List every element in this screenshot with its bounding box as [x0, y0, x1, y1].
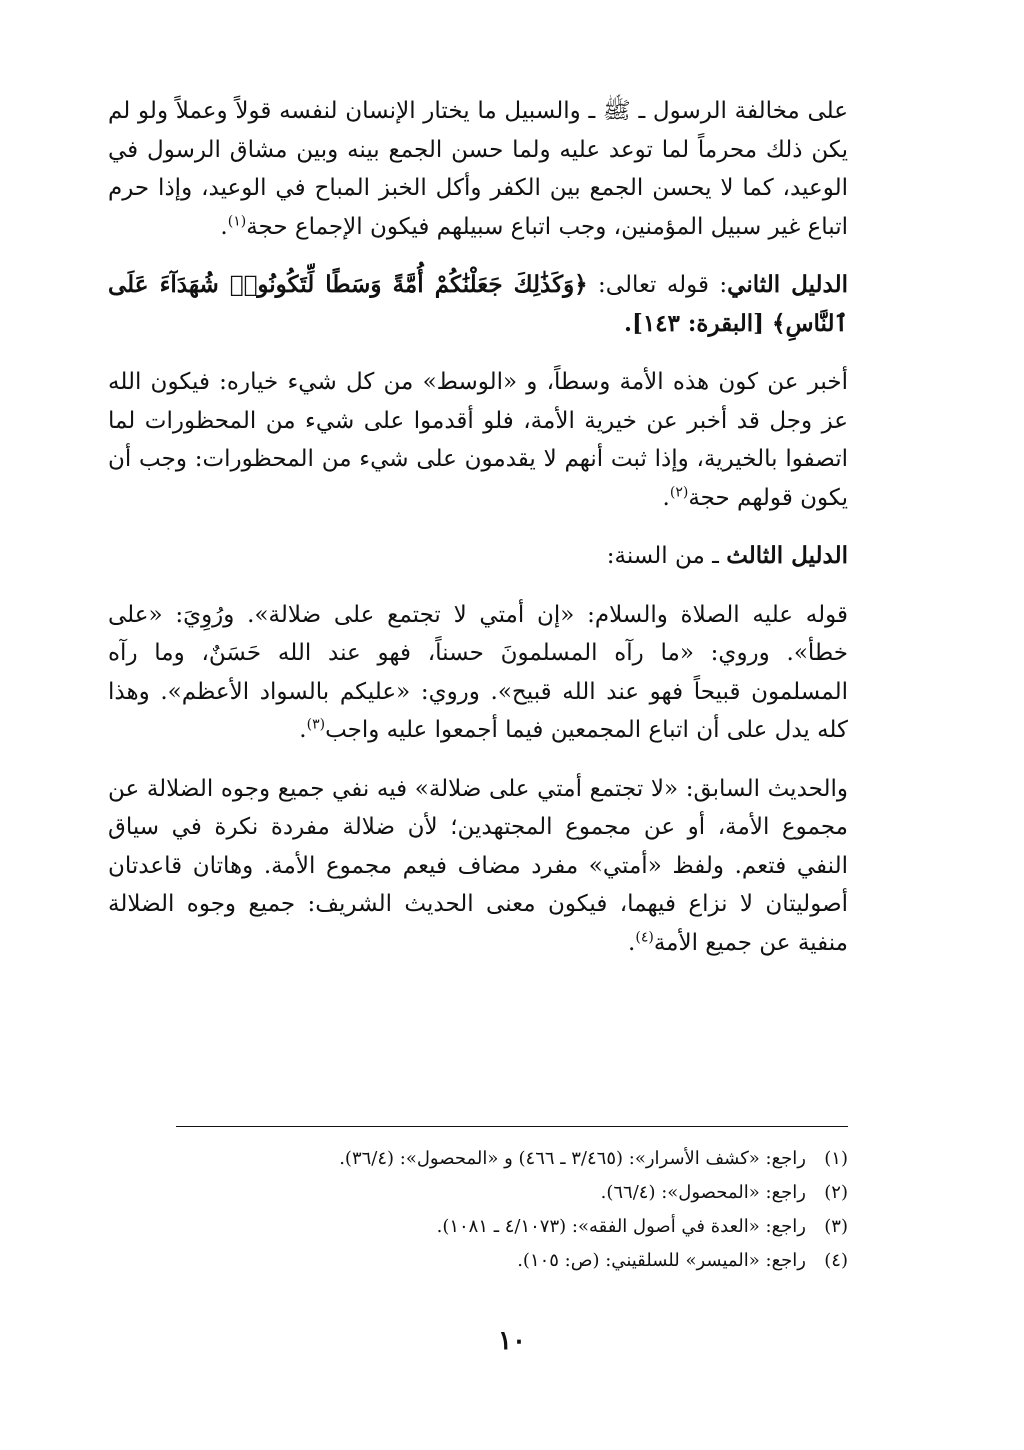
paragraph-6-text: والحديث السابق: «لا تجتمع أمتي على ضلالة» فيه نفي جميع وجوه الضلالة عن مجموع الأمة، أو عن مجموع المجتهدين؛ لأن ضلالة مفردة نكرة في سياق النفي فتعم. ولفظ «أمتي» مفرد مضاف فيعم مجموع الأمة. وهاتان قاعدتان أصوليتان لا نزاع فيهما، فيكون معنى الحديث الشريف: جميع وجوه الضلالة منفية عن جميع الأمة — [108, 775, 848, 956]
paragraph-5 — [108, 596, 848, 750]
paragraph-2-intro: : قوله تعالى: — [587, 272, 728, 298]
footnotes — [176, 1142, 848, 1278]
footnote-number: (٣) — [824, 1216, 848, 1237]
footnote-text: راجع: «كشف الأسرار»: (٣/٤٦٥ ـ ٤٦٦) و «المحصول»: (٣٦/٤). — [339, 1148, 806, 1169]
footnote-text: راجع: «المحصول»: (٦٦/٤). — [600, 1182, 806, 1203]
page-number: ١٠ — [498, 1326, 526, 1356]
paragraph-2 — [108, 266, 848, 343]
paragraph-4-rest: ـ من السنة: — [606, 543, 727, 569]
footnote-divider — [176, 1126, 848, 1127]
paragraph-5-text: قوله عليه الصلاة والسلام: «إن أمتي لا تجتمع على ضلالة». ورُوِيَ: «على خطأ». وروي: «ما رآه المسلمونَ حسناً، فهو عند الله حَسَنٌ، وما رآه المسلمون قبيحاً فهو عند الله قبيح». وروي: «عليكم بالسواد الأعظم». وهذا كله يدل على أن اتباع المجمعين فيما أجمعوا عليه واجب — [108, 601, 848, 743]
footnote-ref-4[interactable]: (٤) — [635, 928, 654, 945]
paragraph-1-text: على مخالفة الرسول ـ ﷺ ـ والسبيل ما يختار الإنسان لنفسه قولاً وعملاً ولو لم يكن ذلك محرماً لما توعد عليه ولما حسن الجمع بينه وبين مشاق الرسول في الوعيد، كما لا يحسن الجمع بين الكفر وأكل الخبز المباح في الوعيد، وإذا حرم اتباع غير سبيل المؤمنين، وجب اتباع سبيلهم فيكون الإجماع حجة — [108, 98, 848, 240]
paragraph-5-end: . — [299, 717, 307, 743]
paragraph-6 — [108, 770, 848, 963]
footnote-number: (١) — [824, 1148, 848, 1169]
footnote-1 — [176, 1142, 848, 1176]
heading-second-proof: الدليل الثاني — [727, 271, 848, 298]
footnote-number: (٢) — [824, 1182, 848, 1203]
footnote-text: راجع: «الميسر» للسلقيني: (ص: ١٠٥). — [517, 1250, 806, 1271]
paragraph-1 — [108, 92, 848, 246]
paragraph-1-end: . — [220, 213, 228, 240]
quran-verse: ﴿وَكَذَٰلِكَ جَعَلْنَٰكُمْ أُمَّةً وَسَطًا لِّتَكُونُوا۟ شُهَدَآءَ عَلَى ٱلنَّاسِ﴾ — [108, 271, 848, 337]
footnote-3 — [176, 1210, 848, 1244]
footnote-number: (٤) — [824, 1250, 848, 1271]
footnote-4 — [176, 1244, 848, 1278]
footnote-2 — [176, 1176, 848, 1210]
paragraph-3-end: . — [662, 484, 670, 511]
heading-third-proof: الدليل الثالث — [726, 542, 848, 569]
paragraph-3 — [108, 363, 848, 517]
paragraph-4 — [108, 537, 848, 576]
paragraph-6-end: . — [628, 929, 636, 956]
verse-reference: [البقرة: ١٤٣]. — [623, 309, 772, 337]
footnote-text: راجع: «العدة في أصول الفقه»: (٤/١٠٧٣ ـ ١٠٨١). — [436, 1216, 806, 1237]
footnote-ref-3[interactable]: (٣) — [306, 716, 326, 733]
footnote-ref-1[interactable]: (١) — [227, 212, 247, 229]
paragraph-3-text: أخبر عن كون هذه الأمة وسطاً، و «الوسط» من كل شيء خياره: فيكون الله عز وجل قد أخبر عن خيرية الأمة، فلو أقدموا على شيء من المحظورات لما اتصفوا بالخيرية، وإذا ثبت أنهم لا يقدمون على شيء من المحظورات: وجب أن يكون قولهم حجة — [108, 369, 848, 511]
page-body — [108, 92, 848, 962]
footnote-ref-2[interactable]: (٢) — [669, 483, 689, 500]
